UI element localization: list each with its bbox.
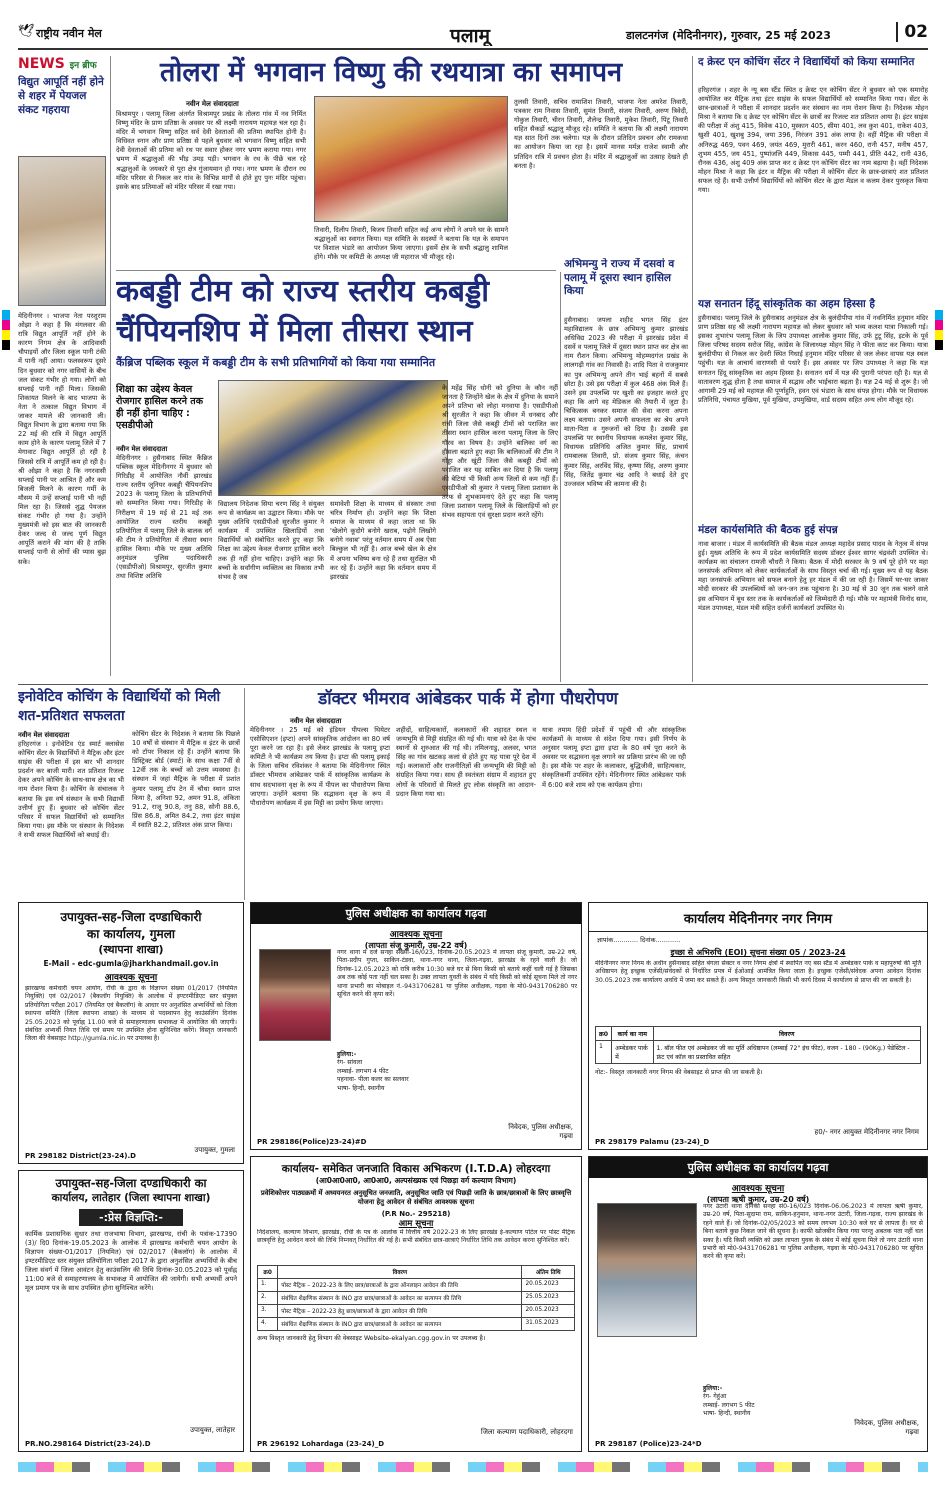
gumla-heading: आवश्यक सूचना bbox=[104, 973, 158, 983]
kabaddi-byline: नवीन मेल संवाददाता bbox=[116, 445, 168, 453]
mandal-article bbox=[698, 524, 928, 682]
kabaddi-col1: मेदिनीनगर । हुसैनाबाद स्थित कैंब्रिज पब्लिक स्कूल मेदिनीनगर में बुधवार को गिरिडीह में आयोजित नौवीं झारखंड राज्य स्तरीय जूनियर कबड्डी चैंपियनशिप 2023 के पलामू जिला के प्रतिभागियों को सम्मानित किया गया। गिरिडीह के निरीक्षण में 19 मई से 21 मई तक आयोजित राज्य स्तरीय कबड्डी प्रतियोगिता में पलामू जिले के बालक वर्ग की टीम ने प्रतियोगिता में तीसरा स्थान हासिल किया। मौके पर मुख्य अतिथि अनुमंडल पुलिस पदाधिकारी (एसडीपीओ) विश्रामपुर, सुरजीत कुमार तथा विशिष्ट अतिथि bbox=[116, 454, 212, 581]
police1-photo bbox=[259, 949, 331, 1041]
latehar-title-1: उपायुक्त-सह-जिला दण्डाधिकारी का bbox=[55, 1176, 207, 1190]
gumla-title-3: (स्थापना शाखा) bbox=[98, 943, 164, 956]
register-marks-right bbox=[935, 310, 943, 350]
nigam-pr: PR 298179 Palamu (23-24)_D bbox=[595, 1138, 710, 1146]
nigam-th-2: विवरण bbox=[653, 1027, 920, 1041]
itda-td: 3. bbox=[258, 1305, 278, 1318]
kabaddi-col3: समावेशी शिक्षा के माध्यम से संस्कार तथा चरित्र निर्माण हो। उन्होंने कहा कि शिक्षा समाज के माध्यम से कहा जाता था कि 'खेलोगे कूदोगे बनोगे खराब, पढ़ोगे लिखोगे बनोगे नवाब' परंतु वर्तमान समय में अब ऐसा बिल्कुल भी नहीं है। आज बच्चे खेल के क्षेत्र में अपना भविष्य बना रहे हैं तथा सुरक्षित भी कर रहे हैं। उन्होंने कहा कि वर्तमान समय में झारखंड bbox=[330, 500, 436, 581]
yagya-body: हुसैनाबाद। पलामू जिले के हुसैनाबाद अनुमंडल क्षेत्र के बुलंदीपीपा गांव में नवनिर्मित हनुमान मंदिर प्राण प्रतिष्ठा सह श्री लक्ष्मी नारायण महायज्ञ को लेकर बुधवार को भव्य कलश यात्रा निकाली गई। इसका शुभारंभ पलामू जिला के जिप उपाध्यक्ष आलोक कुमार सिंह, उर्फ टुटू सिंह, इटके के पूर्व जिला परिषद सदस्य सरोज सिंह, कांग्रेस के जिलाध्यक्ष मोहन सिंह ने फीता काट कर किया। यात्रा बुलंदीपीपा से निकल कर देवरी स्थित गिधाई हनुमान मंदिर परिसर से जल लेकर वापस यज्ञ स्थल पहुंची। यज्ञ के आचार्य वाराणसी से पधारे हैं। इस अवसर पर जिप उपाध्यक्ष ने कहा कि यज्ञ सनातन हिंदू सांस्कृतिक का अहम हिस्सा है। सनातन धर्म में यज्ञ की पुरानी परंपरा रही है। यज्ञ से वातावरण शुद्ध होता है तथा समाज में सद्भाव और भाईचारा बढ़ता है। यज्ञ 24 मई से शुरू है। जो आगामी 29 मई को महायज्ञ की पूर्णाहुति, हवन एवं भंडारा के साथ संपन्न होगा। मौके पर विधायक प्रतिनिधि, पंचायत मुखिया, पूर्व मुखिया, उपमुखिया, वार्ड सदस्य सहित अन्य लोग मौजूद रहे। bbox=[698, 314, 928, 404]
police1-id-1: हुलिया:- bbox=[337, 1051, 357, 1058]
police2-id-1: हुलिया:- bbox=[703, 1385, 723, 1392]
col-divider-4 bbox=[244, 688, 245, 900]
itda-intro: प्रवेशिकोत्तर पाठ्यक्रमों में अध्ययनरत अनुसूचित जनजाति, अनुसूचित जाति एवं पिछड़ी जाति के छात्र/छात्राओं के लिए छात्रवृत्ति योजना हेतु आवेदन से संबंधित आवश्यक सूचना bbox=[260, 1189, 572, 1206]
page-number: 02 bbox=[896, 22, 928, 42]
itda-td: 4. bbox=[258, 1318, 278, 1331]
itda-th-2: अंतिम तिथि bbox=[522, 1266, 575, 1279]
itda-td: संबंधित शैक्षणिक संस्थान के INO द्वारा छात्र/छात्राओं के आवेदन का सत्यापन की तिथि bbox=[278, 1292, 522, 1305]
nigam-sign: ह0/- नगर आयुक्त मेदिनीनगर नगर निगम bbox=[814, 1128, 919, 1136]
police1-identity bbox=[337, 1051, 497, 1093]
innovative-byline: नवीन मेल संवाददाता bbox=[18, 731, 70, 739]
col-divider-3 bbox=[692, 56, 693, 682]
itda-td: पोस्ट मैट्रिक – 2022-23 के लिए छात्र/छात्राओं के द्वारा ऑनलाइन आवेदन की तिथि bbox=[278, 1279, 522, 1292]
nigam-title: कार्यालय मेदिनीनगर नगर निगम bbox=[589, 909, 927, 932]
nigam-note: नोट:- विस्तृत जानकारी नगर निगम की वेबसाइट से प्राप्त की जा सकती है। bbox=[595, 1069, 763, 1076]
nigam-th-1: कार्य का नाम bbox=[612, 1027, 653, 1041]
police1-id-3: लम्बाई- लगभग 4 फीट bbox=[337, 1067, 389, 1075]
rathyatra-article bbox=[116, 56, 688, 266]
ambedkar-byline: नवीन मेल संवाददाता bbox=[290, 717, 342, 725]
kabaddi-quote: शिक्षा का उद्देश्य केवल रोजगार हासिल करने तक ही नहीं होना चाहिए : एसडीपीओ bbox=[116, 384, 204, 431]
police2-id-3: लम्बाई- लगभग 5 फीट bbox=[703, 1401, 755, 1409]
innovative-col2: कोचिंग सेंटर के निदेशक ने बताया कि पिछले 10 वर्षों से संस्थान में मैट्रिक व इंटर के छात्रों को टॉपर निकाल रहे हैं। उन्होंने बताया कि डिस्ट्रिक्ट बोर्ड (स्मार्ट) के साथ कक्षा 7वीं से 12वीं तक के बच्चों को उत्तम व्यवस्था है। संस्थान में जहां मैट्रिक के परीक्षा में प्रशांत कुमार पलामू टॉप टेन में चौथा स्थान प्राप्त किया है, अनिशा 92, अमन 91.8, अंकिता 91.2, राजू 90.8, तनु 88, सोनी 88.6, प्रिंस 86.8, अमित 84.2, तथा इंटर साइंस में स्वाति 82.2, प्रतिशत अंक प्राप्त किया। bbox=[132, 730, 240, 829]
police1-sign: निवेदक, पुलिस अधीक्षक, गढ़वा bbox=[508, 1123, 573, 1140]
color-bar-bottom bbox=[18, 1462, 928, 1472]
itda-table bbox=[257, 1265, 575, 1331]
itda-heading: आम सूचना bbox=[398, 1219, 434, 1229]
gumla-sign: उपायुक्त, गुमला bbox=[194, 1146, 235, 1154]
innovative-col1: हरिहरगंज । इनोवेटिव एंड स्मार्ट क्लासेस कोचिंग सेंटर के विद्यार्थियों ने मैट्रिक और इंटर साइंस की परीक्षा में इस बार भी शानदार प्रदर्शन कर बाजी मारी। शत प्रतिशत रिजल्ट देकर अपने कोचिंग के साथ-साथ क्षेत्र का भी नाम रोशन किया है। कोचिंग के संचालक ने बताया कि इस वर्ष संस्थान के सभी विद्यार्थी उत्तीर्ण हुए हैं। बुधवार को कोचिंग सेंटर परिसर में सफल विद्यार्थियों को सम्मानित किया गया। इस मौके पर संस्थान के निदेशक ने सभी सफल विद्यार्थियों को बधाई दी। bbox=[18, 740, 124, 839]
police2-sub: (लापता ऋषी कुमार, उम्र-20 वर्ष) bbox=[706, 1195, 810, 1204]
nigam-body: मेदिनीनगर नगर निगम के अधीन हुसैनाबाद सहित बंगला सेक्टर व नगर निगम क्षेत्रों में स्थापित नए बस स्टैंड में अम्बेडकर पार्क व महापुरुषों की मूर्ति अधिष्ठापन हेतु इच्छुक एजेंसी/संवेदकों से निर्धारित प्रपत्र में ईओआई आमंत्रित किया जाता है। इच्छुक एजेंसी/संवेदक अपना आवेदन दिनांक 30.05.2023 तक कार्यालय अवधि में जमा कर सकते हैं। अन्य विस्तृत जानकारी किसी भी कार्य दिवस में कार्यालय से प्राप्त की जा सकती है। bbox=[595, 960, 921, 984]
itda-td: 25.05.2023 bbox=[522, 1292, 575, 1305]
ad-latehar bbox=[18, 1170, 244, 1452]
abhimanyu-body: हुसैनाबाद। जपला शहीद भगत सिंह इंटर महाविद्यालय के छात्र अभिमन्यु कुमार झारखंड अधिविद्य 2023 की परीक्षा में झारखंड प्रदेश में दसवें व पलामू जिले में दूसरा स्थान प्राप्त कर क्षेत्र का नाम रौशन किया। अभिमन्यु मोहम्मदगंज प्रखंड के लालगढ़ी गांव का निवासी है। शादि पिता वे राजकुमार का पुत्र अभिमन्यु अपने तीन भाई बहनों में सबसे छोटा है। उसे इस परीक्षा में कुल 468 अंक मिले हैं। उसने इस उपलब्धि पर खुशी का इजहार करते हुए कहा कि आगे वह मेडिकल की तैयारी में जुटा है। चिकित्सक बनकर समाज की सेवा करना अपना लक्ष्य बताया। उसने अपनी सफलता का श्रेय अपने माता-पिता व गुरुजनों को दिया है। उसकी इस उपलब्धि पर स्थानीय विधायक कमलेश कुमार सिंह, विधायक प्रतिनिधि अजित कुमार सिंह, प्राचार्य रामबालक तिवारी, प्रो. संजय कुमार सिंह, कंचन कुमार सिंह, अरविंद सिंह, कृष्णा सिंह, अरुण कुमार सिंह, जितेंद्र कुमार चंद्र आदि ने बधाई देते हुए उज्जवल भविष्य की कामना की है। bbox=[564, 316, 688, 488]
nigam-td-0-1: अम्बेडकर पार्क में bbox=[612, 1041, 653, 1064]
section-title: पलामू bbox=[450, 25, 490, 46]
ad-itda-lohardaga bbox=[250, 1156, 582, 1452]
kabaddi-col2: विद्यालय निदेशक सिया चरण सिंह ने संयुक्त रूप से कार्यक्रम का उद्घाटन किया। मौके पर मुख्य अतिथि एसडीपीओ सुरजीत कुमार ने कार्यक्रम में उपस्थित खिलाड़ियों तथा विद्यार्थियों को संबोधित करते हुए कहा कि शिक्षा का उद्देश्य केवल रोजगार हासिल करने तक ही नहीं होना चाहिए। उन्होंने कहा कि बच्चों के सर्वांगीण व्यक्तित्व का विकास तभी संभव है जब bbox=[218, 500, 324, 581]
gumla-body: झारखण्ड कर्मचारी चयन आयोग, राँची के द्वारा के विज्ञापन संख्या 01/2017 (नियमित नियुक्ति) एवं 02/2017 (बैकलॉग नियुक्ति) के आलोक में इण्टरमीडिएट स्तर संयुक्त प्रतियोगिता परीक्षा 2017 (नियमित एवं बैकलॉग) के आधार पर अनुशंसित अभ्यर्थियों को जिला स्थापना समिति (जिला स्थापना शाखा) के माध्यम से पदस्थापन हेतु काउंसलिंग दिनांक 25.05.2023 को पूर्वाह्न 11.00 बजे से समाहरणालय सभाकक्ष में आयोजित की जाएगी। संबंधित अभ्यर्थी नियत तिथि एवं समय पर उपस्थित होना सुनिश्चित करेंगे। विस्तृत जानकारी जिला की वेबसाइट http://gumla.nic.in पर उपलब्ध है। bbox=[25, 985, 237, 1043]
police2-heading: आवश्यक सूचना bbox=[731, 1184, 785, 1194]
ambedkar-col3: यात्रा तमाम हिंदी प्रदेशों में पहुंची थी और सांस्कृतिक कार्यक्रमों के माध्यम से संदेश दिया गया। इसी निर्णय के अनुसार पलामू इप्टा द्वारा इप्टा के 80 वर्ष पूरा करने के अवसर पर सद्भावना वृक्ष लगाने का प्रक्रिया प्रारंभ की जा रही है। इस मौके पर शहर के कलाकार, बुद्धिजीवी, साहित्यकार, संस्कृतिकर्मी उपस्थित रहेंगे। मेदिनीनगर स्थित आंबेडकर पार्क में 6:00 बजे शाम को एक कार्यक्रम होगा। bbox=[542, 726, 686, 789]
police2-identity bbox=[703, 1385, 843, 1419]
latehar-title-2: कार्यालय, लातेहार (जिला स्थापना शाखा) bbox=[51, 1192, 211, 1204]
itda-prno: (P.R No.- 295218) bbox=[381, 1210, 451, 1218]
table-row bbox=[258, 1305, 575, 1318]
itda-sub: (आ0आ0आ0, आ0आ0, अल्पसंख्यक एवं पिछड़ा वर्ग कल्याण विभाग) bbox=[315, 1176, 517, 1185]
brief-photo bbox=[18, 156, 106, 306]
latehar-heading: -:प्रेस विज्ञप्ति:- bbox=[79, 1209, 183, 1226]
crest-headline: द क्रेस्ट एन कोचिंग सेंटर ने विद्यार्थियों को किया सम्मानित bbox=[698, 56, 915, 68]
gumla-title-1: उपायुक्त-सह-जिला दण्डाधिकारी bbox=[60, 910, 202, 924]
police1-sub: (लापता संजू कुमारी, उम्र-22 वर्ष) bbox=[364, 941, 468, 950]
yagya-headline: यज्ञ सनातन हिंदू सांस्कृतिक का अहम हिस्सा है bbox=[698, 298, 876, 310]
register-marks-left bbox=[2, 310, 10, 350]
dateline: डालटनगंज (मेदिनीनगर), गुरुवार, 25 मई 2023 bbox=[626, 29, 831, 42]
itda-td: 1. bbox=[258, 1279, 278, 1292]
ambedkar-col1: मेदिनीनगर । 25 मई को इंडियन पीपल्स थियेटर एसोसिएशन (इप्टा) अपने सांस्कृतिक आंदोलन का 80 वर्ष पूरा करने जा रहा है। इसे लेकर झारखंड के पलामू इप्टा कमिटी ने भी कार्यक्रम तय किया है। इप्टा की पलामू इकाई के जिला सचिव रविशंकर ने बताया कि मेदिनीनगर स्थित डॉक्टर भीमराव आंबेडकर पार्क में सांस्कृतिक कार्यक्रम के साथ सदभावना वृक्ष के रूप में पीपल का पौधारोपण किया जाएगा। उन्होंने बताया कि सद्भावना वृक्ष के रूप में पौधारोपण कार्यक्रम में इस मिट्टी का प्रयोग किया जाएगा। bbox=[250, 726, 390, 807]
ad-nagar-nigam bbox=[588, 902, 928, 1150]
police1-id-5: भाषा- हिन्दी, स्थानीय bbox=[337, 1084, 385, 1092]
kabaddi-photo bbox=[218, 380, 448, 496]
nigam-heading: इच्छा से अभिरुचि (EOI) सूचना संख्या 05 / 2023-24 bbox=[670, 948, 846, 957]
latehar-pr: PR.NO.298164 District(23-24).D bbox=[25, 1440, 151, 1448]
news-tag: NEWS bbox=[18, 56, 65, 72]
ambedkar-headline: डॉक्टर भीमराव आंबेडकर पार्क में होगा पौधरोपण bbox=[318, 689, 618, 709]
innovative-article bbox=[18, 688, 240, 900]
abhimanyu-headline: अभिमन्यु ने राज्य में दसवां व पलामू में दूसरा स्थान हासिल किया bbox=[564, 258, 675, 297]
itda-sign: जिला कल्याण पदाधिकारी, लोहरदगा bbox=[480, 1428, 573, 1436]
itda-td: संबंधित शैक्षणिक संस्थान के INO द्वारा छात्र/छात्राओं के आवेदन का सत्यापन bbox=[278, 1318, 522, 1331]
gumla-title-2: का कार्यालय, गुमला bbox=[87, 927, 175, 941]
nigam-line1: ज्ञापांक............ दिनांक............ bbox=[597, 936, 681, 944]
news-tag-sub: इन ब्रीफ bbox=[69, 61, 97, 71]
latehar-body: कार्मिक प्रशासनिक सुधार तथा राजभाषा विभाग, झारखण्ड, रांची के पत्रांक-17390 (3)/ दि0 दिनांक-19.05.2023 के आलोक में झारखण्ड कर्मचारी चयन आयोग के विज्ञापन संख्या-01/2017 (नियमित) एवं 02/2017 (बैकलॉग) के आलोक में इण्टरमीडिएट स्तर संयुक्त प्रतियोगिता परीक्षा 2017 के द्वारा अनुशंसित अभ्यर्थियों के बीच जिला संवर्ग में जिला आवंटन हेतु काउंसलिंग की तिथि दिनांक-30.05.2023 को पूर्वाह्न 11:00 बजे से समाहरणालय के सभाकक्ष में आयोजित की जायेगी। सभी अभ्यर्थी अपने मूल प्रमाण पत्र के साथ उपस्थित होना सुनिश्चित करेंगे। bbox=[25, 1230, 237, 1292]
police1-heading: आवश्यक सूचना bbox=[389, 930, 443, 940]
ambedkar-article bbox=[250, 688, 686, 900]
kabaddi-col4: के महेंद्र सिंह धोनी को दुनिया के कौन नहीं जानता है जिन्होंने खेल के क्षेत्र में दुनिया के समाने अपने प्रतिभा को लोहा मनवाया है। एसडीपीओ श्री सुरजीत ने कहा कि जीवन में धनबाद और रांची जिला जैसे कबड्डी टीमों को पराजित कर तीसरा स्थान हासिल करना पलामू जिला के लिए गौरव का विषय है। उन्होंने बालिका वर्ग का हौसला बढ़ाते हुए कहा कि बालिकाओं की टीम ने गोड्डा और खूंटी जिला जैसे कबड्डी टीमों को पराजित कर यह साबित कर दिया है कि पलामू की बेटियां भी किसी अन्य जिलों से कम नहीं हैं। एसडीपीओ श्री कुमार ने पलामू जिला प्रशासन के तरफ से शुभकामनाएं देते हुए कहा कि पलामू जिला प्रशासन पलामू जिले के खिलाड़ियों को हर संभव सहायता एवं सुरक्षा प्रदान करते रहेंगे। bbox=[442, 384, 558, 520]
police1-id-2: रंग- सांवला bbox=[337, 1059, 363, 1067]
ambedkar-col2: शहीदों, साहित्यकारों, कलाकारों की शहादत स्थल व जन्मभूमि से मिट्टी संग्रहित की गई थी। यात्रा को देश के पांच स्थानों से शुरुआत की गई थी। तमिलनाडु, अलवर, भगत सिंह का गांव खटकड़ कलां से होते हुए यह यात्रा पूरे देश में गई। कलाकारों और राजनीतिज्ञों की जन्मभूमि की मिट्टी को संग्रहित किया गया। साथ ही स्वतंत्रता संग्राम में शहादत हुए लोगों के परिवारों से मिलते हुए लोक संस्कृति का आदान-प्रदान किया गया था। bbox=[396, 726, 536, 798]
police1-body: नगर थाना में दर्ज सनहा संख्या-16/023, दिनांक-20.05.2023 में लापता संजू कुमारी, उम्र-22 वर्ष, पिता-प्रदीप गुप्ता, साकिन-टंडवा, थाना-नगर थाना, जिला-गढ़वा, झारखंड के रहने वाली है। जो दिनांक-12.05.2023 को रात्रि करीब 10:30 बजे घर से बिना किसी को बताये कहीं चली गई है जिसका अब तक कोई पता नहीं चल सका है। उक्त लापता युवती के संबंध में यदि किसी को कोई सूचना मिले तो नगर थाना प्रभारी का मोबाइल नं.-9431706281 या पुलिस अधीक्षक, गढ़वा के मो0-9431706280 पर सूचित करने की कृपा करें। bbox=[337, 949, 577, 999]
mandal-headline: मंडल कार्यसमिति की बैठक हुई संपन्न bbox=[698, 524, 838, 536]
rathyatra-col2: तिवारी, दिलीप तिवारी, बिजय तिवारी सहित कई अन्य लोगों ने अपने घर के सामने श्रद्धालुओं का स्वागत किया। यज्ञ समिति के सदस्यों ने बताया कि यज्ञ के समापन पर विशाल भंडारे का आयोजन किया जाएगा। इसमें क्षेत्र के सभी श्रद्धालु शामिल होंगे। मौके पर कमिटी के अध्यक्ष जी महाराज भी मौजूद रहे। bbox=[314, 226, 508, 262]
col-divider-1 bbox=[110, 56, 111, 676]
nigam-td-0-2: 1. बॉल फीत एवं अम्बेडकर जी का मूर्ति अधिष्ठापन (लम्बाई 72" इंच फीट), वजन - 180 - (90Kg.) पेडेस्टिल - फ्रंट एवं कॉल का प्रस्तावित सहित bbox=[653, 1041, 920, 1064]
gumla-pr: PR 298182 District(23-24).D bbox=[25, 1152, 136, 1160]
police2-id-4: भाषा- हिन्दी, स्थानीय bbox=[703, 1410, 751, 1418]
itda-th-1: विवरण bbox=[278, 1266, 522, 1279]
rathyatra-col3: तुलसी तिवारी, सचिव रामाशिश तिवारी, भाजपा नेता अमरेश तिवारी, पत्रकार राम निवास तिवारी, सुमंत तिवारी, संजय तिवारी, अरुण त्रिवेदी, गोकुल तिवारी, चीरन तिवारी, शैलेन्द्र तिवारी, मुकेश तिवारी, पिंटू तिवारी सहित सैकड़ों श्रद्धालु मौजूद रहे। समिति ने बताया कि श्री लक्ष्मी नारायण यज्ञ सात दिनों तक चलेगा। यज्ञ के दौरान प्रतिदिन प्रवचन और रामकथा का आयोजन किया जा रहा है। इसमें मानस मर्मज्ञ राजेश स्वामी और प्रतिदिन रात्रि में प्रवचन होता है। मंदिर में श्रद्धालुओं का उत्साह देखते ही बनता है। bbox=[514, 98, 688, 170]
kabaddi-subhead: कैंब्रिज पब्लिक स्कूल में कबड्डी टीम के सभी प्रतिभागियों को किया गया सम्मानित bbox=[116, 356, 436, 369]
police2-pr: PR 298187 (Police)23-24*D bbox=[595, 1440, 702, 1448]
rathyatra-col1: विश्रामपुर । पलामू जिला अंतर्गत विश्रामपुर प्रखंड के तोलरा गांव में नव निर्मित विष्णु मंदिर के प्राण प्रतिष्ठा के अवसर पर श्री लक्ष्मी नारायण महायज्ञ चल रहा है। मंदिर में भगवान विष्णु सहित सर्व देवी देवताओं की प्रतिमा स्थापित होनी है। विधिवत स्नान और प्राण प्रतिष्ठा से पहले बुधवार को भगवान विष्णु सहित सभी देवी देवताओं की प्रतिमा को रथ पर सवार होकर नगर भ्रमण कराया गया। नगर भ्रमण में श्रद्धालुओं की भीड़ उमड़ पड़ी। भगवान के रथ के पीछे चल रहे श्रद्धालुओं के जयकारे से पूरा क्षेत्र गुंजायमान हो गया। नगर भ्रमण के दौरान रथ मंदिर परिसर से निकल कर गांव के विभिन्न मार्गों से होते हुए पुनः मंदिर पहुंचा। इसके बाद प्रतिमाओं को मंदिर परिसर में रखा गया। bbox=[116, 110, 306, 191]
crest-article bbox=[698, 56, 928, 296]
itda-body: निदेशालय, कल्याण विभाग, झारखंड, राँची के पत्र के आलोक में वित्तीय वर्ष 2022-23 के लिए झारखंड ई-कल्याण पोर्टल पर पोस्ट मैट्रिक छात्रवृत्ति हेतु आवेदन करने की तिथि निम्नवत् निर्धारित की गई है। सभी संबंधित छात्र-छात्राएं निर्धारित तिथि तक आवेदन करना सुनिश्चित करें। bbox=[257, 1229, 575, 1245]
col-divider-2 bbox=[560, 272, 561, 682]
ad-gumla bbox=[18, 902, 244, 1164]
table-row bbox=[258, 1279, 575, 1292]
itda-th-0: क्र0 bbox=[258, 1266, 278, 1279]
rathyatra-byline: नवीन मेल संवाददाता bbox=[186, 100, 239, 108]
itda-td: 31.05.2023 bbox=[522, 1318, 575, 1331]
itda-td: 20.05.2023 bbox=[522, 1279, 575, 1292]
crest-body: हरिहरगंज । शहर के न्यू बस स्टैंड स्थित द क्रेस्ट एन कोचिंग सेंटर ने बुधवार को एक समारोह आयोजित कर मैट्रिक तथा इंटर साइंस के सफल विद्यार्थियों को सम्मानित किया गया। सेंटर के छात्र-छात्राओं ने परीक्षा में शानदार प्रदर्शन कर संस्थान का नाम रोशन किया है। निदेशक मोहन मिश्रा ने बताया कि द क्रेस्ट एन कोचिंग सेंटर के छात्रों का रिजल्ट शत प्रतिशत आया है। इंटर साइंस की परीक्षा में अंशु 415, विवेक 410, मुस्कान 405, सीमा 401, लव कुश 401, राकेश 403, खुशी 401, खुशबु 394, जया 396, निरंजन 391 अंक लाया है। वहीं मैट्रिक की परीक्षा में अनिरुद्ध 469, पवन 469, जयंत 469, मुरारी 461, करन 460, रानी 457, मनीष 457, शुभम 455, जय 451, पुष्पांजलि 449, विकास 445, पम्मी 441, प्रीति 442, रानी 436, रौनक 436, अंशु 409 अंक प्राप्त कर द क्रेस्ट एन कोचिंग सेंटर का नाम बढ़ाया है। वहीं निदेशक मोहन मिश्रा ने कहा कि इंटर व मैट्रिक की परीक्षा में कोचिंग सेंटर के छात्र-छात्राएं शत प्रतिशत सफल रहे हैं। सभी उत्तीर्ण विद्यार्थियों को कोचिंग सेंटर के द्वारा मेडल व कलम देकर पुरस्कृत किया गया। bbox=[698, 86, 928, 195]
yagya-article bbox=[698, 298, 928, 522]
abhimanyu-article bbox=[564, 258, 688, 682]
itda-pr: PR 296192 Lohardaga (23-24)_D bbox=[257, 1440, 385, 1448]
ad-police-garhwa-2 bbox=[588, 1156, 928, 1452]
masthead bbox=[18, 20, 928, 46]
itda-td: 20.05.2023 bbox=[522, 1305, 575, 1318]
police2-title: पुलिस अधीक्षक का कार्यालय गढ़वा bbox=[589, 1157, 927, 1178]
police2-body: नगर उंटारी थाना दैनिकी सनहा सं0-16/023 दिनांक-06.06.2023 में लापता ऋषी कुमार, उम्र-20 वर्ष, पिता-सुदामा राम, साकिन-हनुमान, थाना-नगर उंटारी, जिला-गढ़वा, राज्य झारखंड के रहने वाले हैं। जो दिनांक-02/05/2023 को समय लगभग 10:30 बजे घर से लापता हैं। घर से बिना बताये कुछ निकल जाने की सूचना है। काफी खोजबीन किया गया परन्तु अबतक पता नहीं चल सका है। यदि किसी व्यक्ति को उक्त लापता युवक के संबंध में कोई सूचना मिले तो नगर उंटारी थाना प्रभारी को मो0-9431706281 या पुलिस अधीक्षक, गढ़वा के मो0-9431706280 पर सूचित करने की कृपा करें। bbox=[703, 1203, 923, 1261]
itda-td: 2. bbox=[258, 1292, 278, 1305]
rathyatra-photo bbox=[314, 96, 508, 222]
rathyatra-rule bbox=[116, 270, 556, 271]
latehar-sign: उपायुक्त, लातेहार bbox=[190, 1426, 235, 1434]
mandal-body: नावा बाजार । मंडल में कार्यसमिति की बैठक मंडल अध्यक्ष महादेव प्रसाद यादव के नेतृत्व में संपन्न हुई। मुख्य अतिथि के रूप में प्रदेश कार्यसमिति सदस्य डॉक्टर ईश्वर सागर चंद्रवंशी उपस्थित थे। कार्यक्रम का संचालन रामजी चौधरी ने किया। बैठक में मोदी सरकार के 9 वर्ष पूरे होने पर महा जनसंपर्क अभियान को लेकर कार्यकर्ताओं के साथ विस्तृत चर्चा की गई। मुख्य रूप से यह बैठक महा जनसंपर्क अभियान को सफल बनाने हेतु हर मंडल में की जा रही है। जिसमें घर-घर जाकर मोदी सरकार की उपलब्धियों को जन-जन तक पहुंचाना है। 30 मई से 30 जून तक चलने वाले इस अभियान में बूथ स्तर तक के कार्यकर्ताओं को जिम्मेदारी दी गई। मौके पर महामंत्री विनोद साव, मंडल उपाध्यक्ष, मंडल मंत्री सहित दर्जनों कार्यकर्ता उपस्थित थे। bbox=[698, 540, 928, 612]
table-row bbox=[596, 1041, 921, 1064]
nigam-td-0-0: 1 bbox=[596, 1041, 612, 1064]
nigam-table bbox=[595, 1026, 921, 1064]
table-row bbox=[258, 1292, 575, 1305]
nigam-th-0: क्र0 bbox=[596, 1027, 612, 1041]
section-rule bbox=[18, 684, 928, 685]
brief-body: मेदिनीनगर । भाजपा नेता परशुराम ओझा ने कहा है कि मंगलवार की रात्रि विद्युत आपूर्ति नहीं होने के कारण निगम क्षेत्र के आदिवासी चौपाइयों और जिला स्कूल पानी टंकी में पानी नहीं आया। फलस्वरूप दूसरे दिन बुधवार को नगर वासियों के बीच जल संकट गंभीर हो गया। लोगों को सप्लाई पानी नहीं मिला। जिसकी शिकायत मिलने के बाद भाजपा के नेता ने तत्काल विद्युत विभाग में जाकर मामले की जानकारी ली। विद्युत विभाग के द्वारा बताया गया कि 22 मई की रात्रि में विद्युत आपूर्ति काम होने के कारण पलामू जिले में 7 मेगावाट विद्युत आपूर्ति हो रही है जिससे रात्रि में आपूर्ति कम हो रही है। श्री ओझा ने कहा है कि नगरवासी सप्लाई पानी पर आश्रित हैं और कम बिजली मिलने के कारण गर्मी के मौसम में उन्हें सप्लाई पानी भी नहीं मिल रहा है। जिससे शुद्ध पेयजल संकट गंभीर हो गया है। उन्होंने मुख्यमंत्री को इस बात की जानकारी देकर जल्द से जल्द पूर्ण विद्युत आपूर्ति कराने की मांग की है ताकि सप्लाई पानी से लोगों की प्यास बुझ सके। bbox=[18, 312, 106, 566]
police1-id-4: पहनावा- पीला कलर का सलवार bbox=[337, 1076, 409, 1084]
brief-headline: विद्युत आपूर्ति नहीं होने से शहर में पेयजल संकट गहराया bbox=[18, 76, 104, 116]
rathyatra-headline: तोलरा में भगवान विष्णु की रथयात्रा का समापन bbox=[160, 57, 623, 88]
police2-photo bbox=[597, 1203, 697, 1337]
table-row bbox=[258, 1318, 575, 1331]
gumla-email: E-Mail - edc-gumla@jharkhandmail.gov.in bbox=[43, 959, 219, 968]
police2-id-2: रंग- गेहुंआ bbox=[703, 1393, 727, 1401]
kabaddi-headline-2: चैंपियनशिप में मिला तीसरा स्थान bbox=[116, 314, 473, 349]
masthead-rule bbox=[18, 48, 928, 50]
bird-logo-icon: 🕊 bbox=[18, 24, 35, 39]
itda-td: पोस्ट मैट्रिक – 2022-23 हेतु छात्र/छात्राओं के द्वारा आवेदन की तिथि bbox=[278, 1305, 522, 1318]
news-brief bbox=[18, 56, 106, 676]
police1-title: पुलिस अधीक्षक का कार्यालय गढ़वा bbox=[251, 903, 581, 924]
innovative-headline: इनोवेटिव कोचिंग के विद्यार्थियों को मिली शत-प्रतिशत सफलता bbox=[18, 689, 221, 724]
itda-title: कार्यालय- समेकित जनजाति विकास अभिकरण (I.T.D.A) लोहरदगा bbox=[281, 1163, 551, 1175]
kabaddi-headline-1: कबड्डी टीम को राज्य स्तरीय कबड्डी bbox=[116, 274, 490, 309]
police1-pr: PR 298186(Police)23-24)#D bbox=[257, 1138, 367, 1146]
itda-footer: अन्य विस्तृत जानकारी हेतु विभाग की वेबसाइट Website-ekalyan.cgg.gov.in पर उपलब्ध है। bbox=[257, 1335, 486, 1342]
paper-name: राष्ट्रीय नवीन मेल bbox=[36, 27, 102, 40]
kabaddi-article bbox=[116, 272, 558, 682]
police2-sign: निवेदक, पुलिस अधीक्षक, गढ़वा bbox=[854, 1419, 919, 1436]
ad-police-garhwa-1 bbox=[250, 902, 582, 1150]
